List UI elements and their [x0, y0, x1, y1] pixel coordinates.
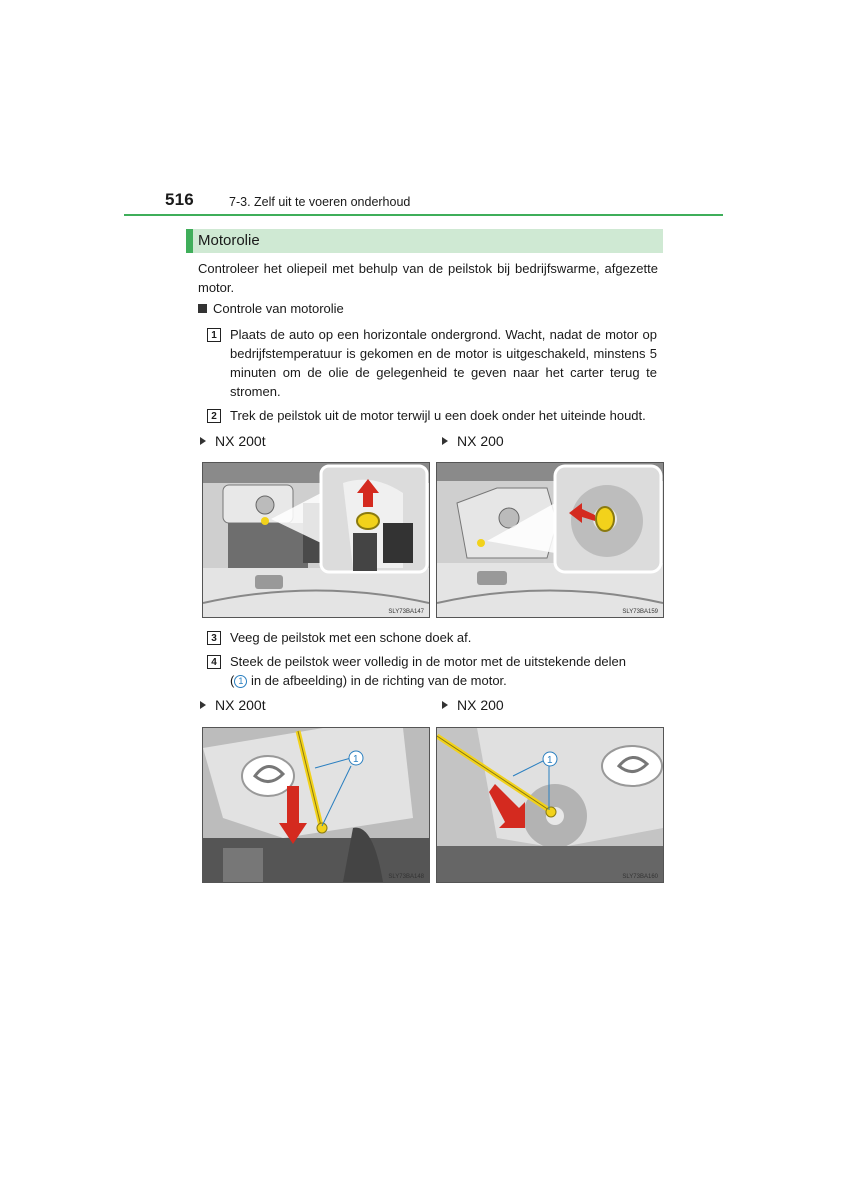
figure-nx200t-insert-dipstick	[202, 727, 430, 883]
step-number: 1	[207, 328, 221, 342]
step-4	[207, 652, 657, 690]
variant-label-nx200t-2	[200, 697, 266, 713]
subsection-title: Controle van motorolie	[213, 301, 344, 316]
step-text	[230, 652, 657, 690]
callout-1-icon: 1	[234, 675, 247, 688]
engine-bay-illustration	[203, 463, 429, 617]
step-number: 4	[207, 655, 221, 669]
step-text: Plaats de auto op een horizontale ondergrond. Wacht, nadat de motor op bedrijfstemperatuur is gekomen en de motor is uitgeschakeld, minstens 5 minuten om de olie de gelegenheid te geven naar het carter terug te stromen.	[230, 327, 657, 399]
step-2	[207, 406, 657, 425]
section-accent	[186, 229, 193, 253]
figure-code: SLY73BA147	[388, 609, 424, 615]
intro-paragraph: Controleer het oliepeil met behulp van de peilstok bij bedrijfswarme, afgezette motor.	[198, 261, 658, 295]
step-number: 3	[207, 631, 221, 645]
step-3	[207, 628, 657, 647]
step-text-part: (	[230, 673, 235, 688]
variant-label-text: NX 200	[457, 697, 504, 713]
triangle-bullet-icon	[442, 437, 448, 445]
figure-nx200t-remove-dipstick	[202, 462, 430, 618]
chapter-title: 7-3. Zelf uit te voeren onderhoud	[229, 195, 411, 209]
section-title: Motorolie	[198, 232, 260, 249]
step-number: 2	[207, 409, 221, 423]
callout-label: 1	[353, 754, 359, 765]
triangle-bullet-icon	[200, 701, 206, 709]
variant-label-text: NX 200t	[215, 697, 266, 713]
variant-label-text: NX 200	[457, 433, 504, 449]
variant-label-text: NX 200t	[215, 433, 266, 449]
figure-code: SLY73BA148	[388, 874, 424, 880]
step-text-part: Steek de peilstok weer volledig in de motor met de uitstekende delen	[230, 654, 627, 669]
section-heading	[186, 229, 663, 253]
callout-label: 1	[547, 755, 553, 766]
subsection-heading	[198, 301, 344, 316]
dipstick-insert-illustration	[203, 728, 429, 882]
step-text: Trek de peilstok uit de motor terwijl u een doek onder het uiteinde houdt.	[230, 408, 646, 423]
step-text-part: in de afbeelding) in de richting van de motor.	[247, 673, 507, 688]
figure-nx200-insert-dipstick	[436, 727, 664, 883]
figure-code: SLY73BA160	[622, 874, 658, 880]
triangle-bullet-icon	[200, 437, 206, 445]
square-bullet-icon	[198, 304, 207, 313]
step-1	[207, 325, 657, 401]
figure-nx200-remove-dipstick	[436, 462, 664, 618]
triangle-bullet-icon	[442, 701, 448, 709]
figure-code: SLY73BA159	[622, 609, 658, 615]
dipstick-insert-illustration	[437, 728, 663, 882]
variant-label-nx200	[442, 433, 504, 449]
header-rule	[124, 214, 723, 216]
variant-label-nx200t	[200, 433, 266, 449]
variant-label-nx200-2	[442, 697, 504, 713]
page-number: 516	[165, 190, 194, 209]
step-text: Veeg de peilstok met een schone doek af.	[230, 630, 472, 645]
engine-bay-illustration	[437, 463, 663, 617]
